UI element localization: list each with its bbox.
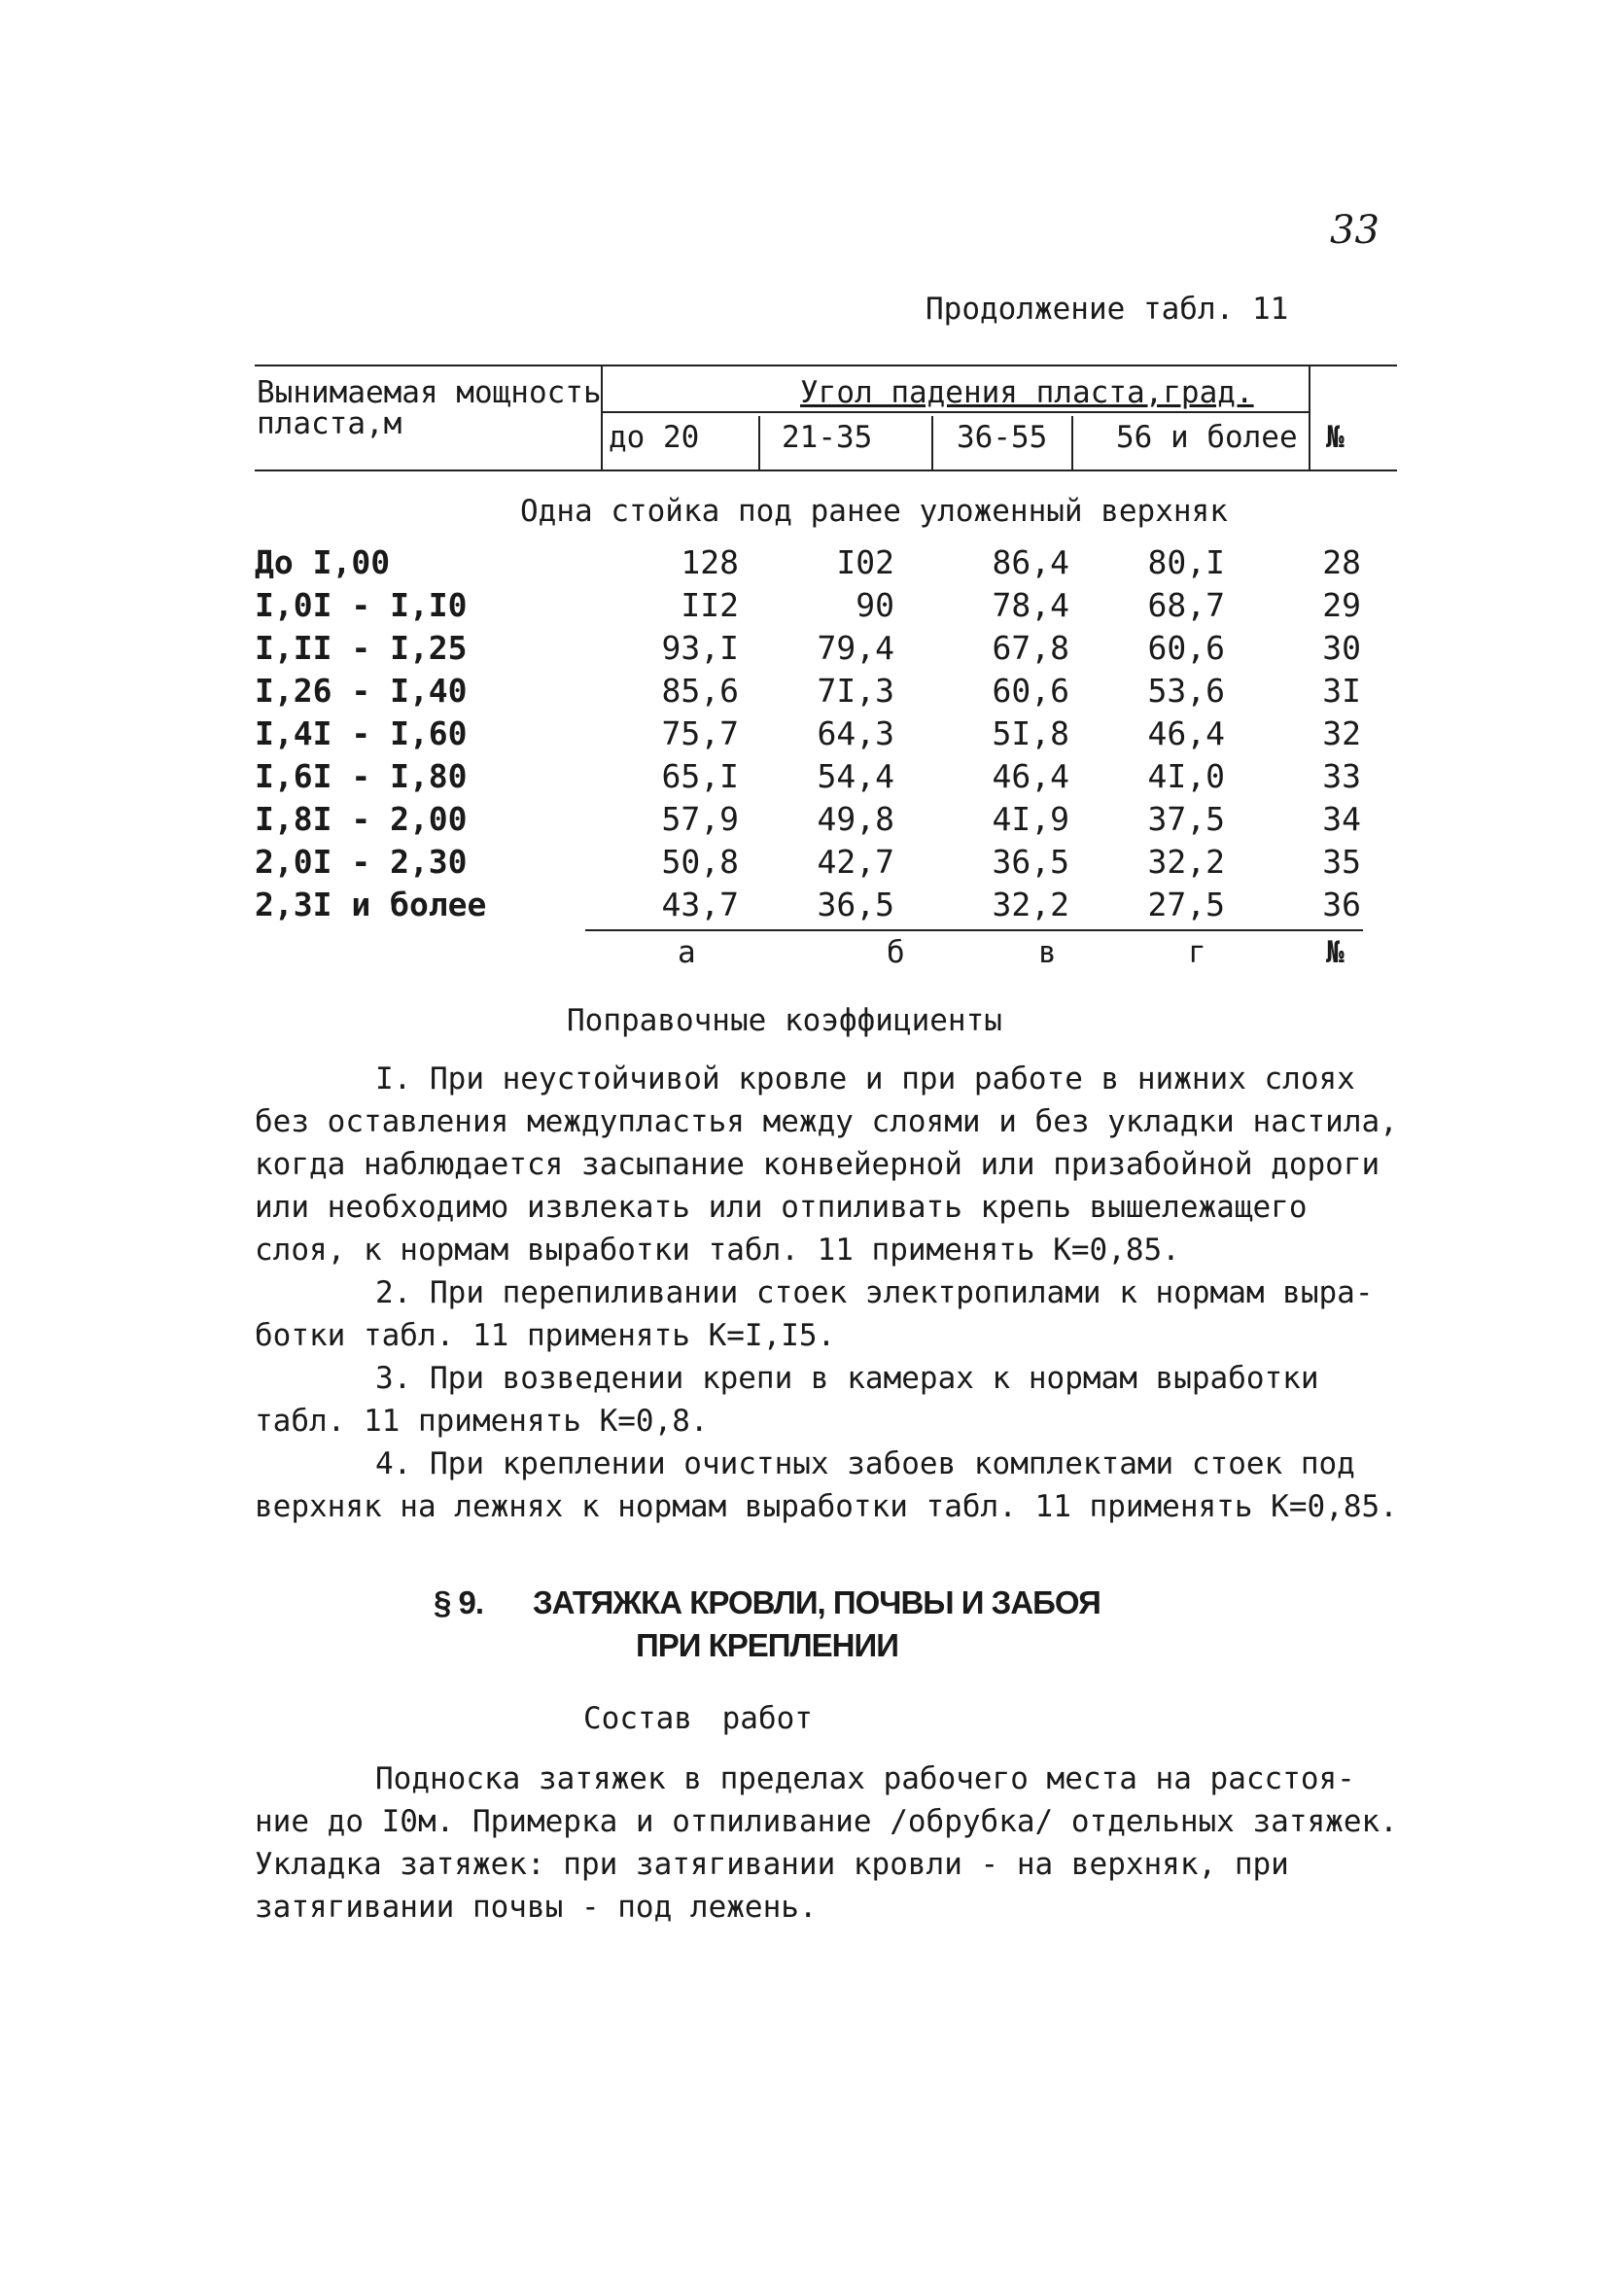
table-cell: 32,2: [992, 886, 1069, 923]
row-number: 3I: [1322, 672, 1361, 710]
table-cell: 37,5: [1147, 800, 1225, 838]
column-letter: б: [887, 935, 905, 970]
correction-item-4: [255, 1443, 1398, 1528]
thickness-header: пласта,м: [257, 406, 402, 441]
row-number: 28: [1322, 543, 1361, 581]
row-number: 35: [1322, 843, 1361, 881]
thickness-header: Вынимаемая мощность: [257, 375, 602, 410]
row-label: I,4I - I,60: [255, 714, 468, 752]
table-cell: 90: [856, 586, 894, 624]
table-cell: 67,8: [992, 629, 1069, 667]
paragraph-line: 3. При возведении крепи в камерах к нормам выработки: [375, 1361, 1319, 1396]
table-cell: 49,8: [817, 800, 894, 838]
table-cell: 128: [681, 543, 739, 581]
paragraph-line: затягивании почвы - под лежень.: [255, 1890, 818, 1925]
angle-col-header: 56 и более: [1116, 420, 1298, 455]
column-letter: а: [678, 935, 696, 970]
paragraph-line: верхняк на лежнях к нормам выработки табл. 11 применять К=0,85.: [255, 1489, 1398, 1524]
table-cell: 27,5: [1147, 886, 1225, 923]
table-cell: 68,7: [1147, 586, 1225, 624]
paragraph-line: ние до I0м. Примерка и отпиливание /обрубка/ отдельных затяжек.: [255, 1804, 1398, 1839]
table-cell: 50,8: [661, 843, 739, 881]
row-number: 30: [1322, 629, 1361, 667]
table-cell: 5I,8: [992, 714, 1069, 752]
table-cell: 43,7: [661, 886, 739, 923]
column-letter: в: [1038, 935, 1057, 970]
header-divider: [1309, 365, 1310, 470]
paragraph-line: Укладка затяжек: при затягивании кровли - на верхняк, при: [255, 1847, 1289, 1882]
table-cell: 78,4: [992, 586, 1069, 624]
row-label: I,0I - I,I0: [255, 586, 468, 624]
correction-item-3: [255, 1357, 1348, 1443]
column-letter: №: [1326, 935, 1345, 970]
paragraph-line: табл. 11 применять К=0,8.: [255, 1404, 709, 1439]
paragraph-line: слоя, к нормам выработки табл. 11 применять К=0,85.: [255, 1233, 1180, 1268]
paragraph-line: или необходимо извлекать или отпиливать крепь вышележащего: [255, 1190, 1308, 1225]
header-divider: [1071, 416, 1073, 470]
paragraph-line: 2. При перепиливании стоек электропилами к нормам выра-: [375, 1275, 1374, 1310]
header-bottom-rule: [255, 470, 1397, 471]
table-cell: 46,4: [1147, 714, 1225, 752]
section-title: ЗАТЯЖКА КРОВЛИ, ПОЧВЫ И ЗАБОЯ: [533, 1584, 1100, 1620]
angle-header-rule: [603, 411, 1309, 413]
row-label: I,26 - I,40: [255, 672, 468, 710]
row-label: I,II - I,25: [255, 629, 468, 667]
correction-item-2: [255, 1271, 1374, 1357]
table-cell: 46,4: [992, 757, 1069, 795]
page-number: 33: [1330, 208, 1380, 253]
table-cell: 79,4: [817, 629, 894, 667]
correction-item-1: [255, 1058, 1398, 1271]
table-cell: 65,I: [661, 757, 739, 795]
table-subtitle: Одна стойка под ранее уложенный верхняк: [520, 494, 1228, 529]
table-cell: 86,4: [992, 543, 1069, 581]
table-cell: 32,2: [1147, 843, 1225, 881]
table-cell: 85,6: [661, 672, 739, 710]
header-divider: [758, 416, 760, 470]
paragraph-line: 4. При креплении очистных забоев комплектами стоек под: [375, 1446, 1355, 1481]
row-label: До I,00: [255, 543, 391, 581]
paragraph-line: ботки табл. 11 применять К=I,I5.: [255, 1318, 836, 1353]
row-number: 36: [1322, 886, 1361, 923]
row-number: 33: [1322, 757, 1361, 795]
header-divider: [931, 416, 933, 470]
row-number: 34: [1322, 800, 1361, 838]
table-cell: 64,3: [817, 714, 894, 752]
table-cell: 53,6: [1147, 672, 1225, 710]
correction-title: Поправочные коэффициенты: [567, 1003, 1002, 1038]
table-cell: 36,5: [992, 843, 1069, 881]
paragraph-line: без оставления междупластья между слоями и без укладки настила,: [255, 1104, 1398, 1139]
table-bottom-rule: [585, 929, 1363, 931]
column-letter: г: [1188, 935, 1206, 970]
table-cell: 42,7: [817, 843, 894, 881]
paragraph-line: когда наблюдается засыпание конвейерной или призабойной дороги: [255, 1147, 1380, 1182]
section-number: § 9.: [434, 1584, 484, 1620]
section-subtitle: Состав работ: [583, 1701, 813, 1736]
table-continuation-label: Продолжение табл. 11: [926, 292, 1289, 327]
table-cell: 4I,9: [992, 800, 1069, 838]
row-number: 29: [1322, 586, 1361, 624]
table-cell: I02: [836, 543, 894, 581]
section-body: [255, 1757, 1398, 1929]
angle-col-header: 21-35: [782, 420, 873, 455]
table-cell: II2: [681, 586, 739, 624]
table-cell: 36,5: [817, 886, 894, 923]
table-cell: 54,4: [817, 757, 894, 795]
row-label: I,6I - I,80: [255, 757, 468, 795]
table-cell: 60,6: [992, 672, 1069, 710]
section-title: ПРИ КРЕПЛЕНИИ: [636, 1627, 898, 1663]
table-top-rule: [255, 365, 1397, 366]
table-cell: 7I,3: [817, 672, 894, 710]
angle-col-header: 36-55: [957, 420, 1048, 455]
row-number: 32: [1322, 714, 1361, 752]
table-cell: 75,7: [661, 714, 739, 752]
table-cell: 80,I: [1147, 543, 1225, 581]
number-col-header: №: [1326, 420, 1345, 455]
row-label: 2,3I и более: [255, 886, 487, 923]
table-cell: 93,I: [661, 629, 739, 667]
paragraph-line: Подноска затяжек в пределах рабочего места на расстоя-: [375, 1761, 1355, 1796]
table-cell: 57,9: [661, 800, 739, 838]
row-label: 2,0I - 2,30: [255, 843, 468, 881]
table-cell: 60,6: [1147, 629, 1225, 667]
table-cell: 4I,0: [1147, 757, 1225, 795]
angle-header: Угол падения пласта,град.: [800, 375, 1254, 410]
row-label: I,8I - 2,00: [255, 800, 468, 838]
paragraph-line: I. При неустойчивой кровле и при работе в нижних слоях: [375, 1061, 1355, 1096]
angle-col-header: до 20: [609, 420, 700, 455]
